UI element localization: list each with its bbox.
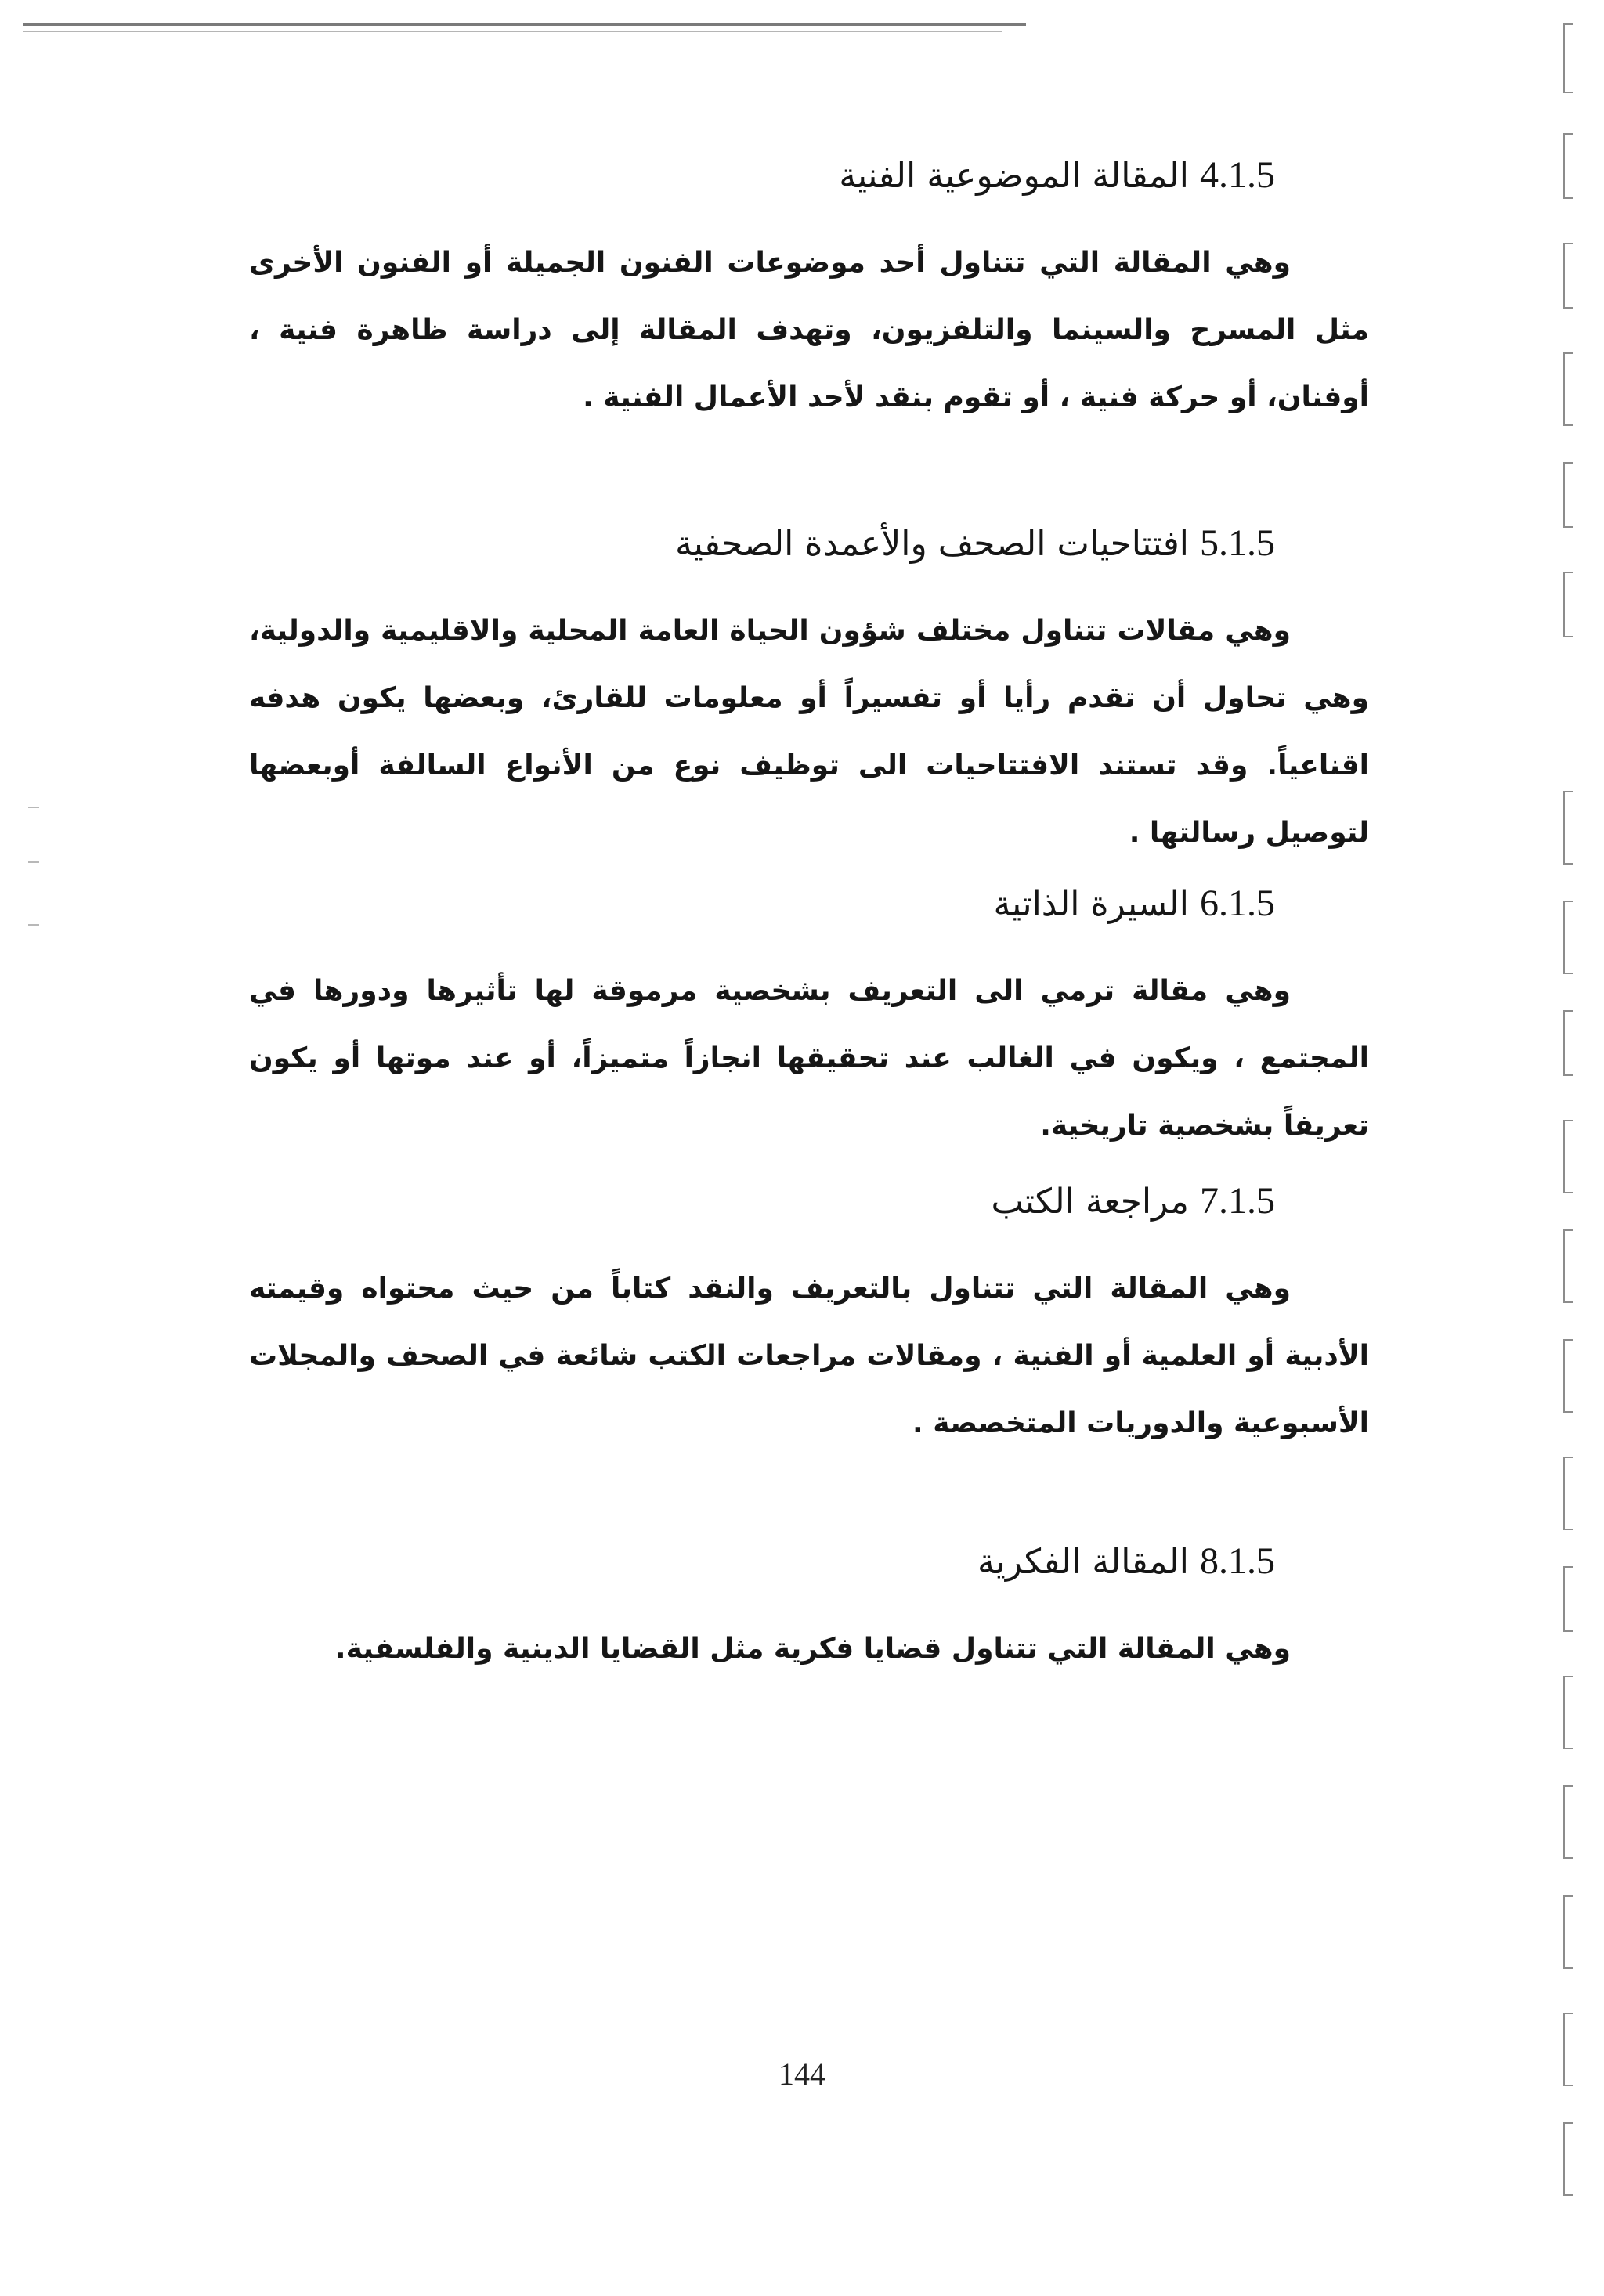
binder-edge-mark (1563, 133, 1573, 199)
section-heading (249, 521, 1369, 566)
section-title: افتتاحيات الصحف والأعمدة الصحفية (675, 524, 1189, 564)
binder-edge-mark (1563, 243, 1573, 309)
scan-edge-line (23, 23, 1026, 26)
binder-edge-mark (1563, 1895, 1573, 1969)
section-6-1-5 (249, 881, 1369, 1160)
section-4-1-5 (249, 153, 1369, 431)
binder-edge-mark (1563, 1676, 1573, 1749)
binder-edge-mark (1563, 1229, 1573, 1303)
binder-edge-mark (1563, 23, 1573, 93)
section-title: المقالة الفكرية (977, 1542, 1189, 1582)
page-number: 144 (779, 2056, 825, 2092)
section-heading (249, 881, 1369, 926)
binder-edge-mark (1563, 1457, 1573, 1530)
section-title: مراجعة الكتب (991, 1182, 1189, 1222)
section-title: المقالة الموضوعية الفنية (839, 156, 1189, 196)
section-number: 6.1.5 (1200, 883, 1275, 924)
binder-edge-mark (1563, 1120, 1573, 1193)
binder-edge-mark (1563, 352, 1573, 426)
scan-speck (28, 861, 39, 863)
section-body: وهي المقالة التي تتناول بالتعريف والنقد كتاباً من حيث محتواه وقيمته الأدبية أو العلمية أو الفنية ، ومقالات مراجعات الكتب شائعة في الصحف والمجلات الأسبوعية والدوريات المتخصصة . (249, 1272, 1369, 1439)
section-heading (249, 1539, 1369, 1584)
binder-edge-mark (1563, 791, 1573, 865)
section-title: السيرة الذاتية (993, 884, 1189, 924)
binder-edge-mark (1563, 901, 1573, 974)
scan-speck (28, 924, 39, 926)
binder-edge-mark (1563, 462, 1573, 528)
section-7-1-5 (249, 1179, 1369, 1457)
section-8-1-5 (249, 1539, 1369, 1683)
binder-edge-mark (1563, 1785, 1573, 1859)
section-number: 5.1.5 (1200, 522, 1275, 564)
section-heading (249, 1179, 1369, 1224)
scan-speck (28, 807, 39, 808)
scan-edge-line-thin (23, 31, 1002, 32)
binder-edge-mark (1563, 2122, 1573, 2196)
section-body: وهي مقالة ترمي الى التعريف بشخصية مرموقة لها تأثيرها ودورها في المجتمع ، ويكون في الغالب عند تحقيقها انجازاً متميزاً، أو عند موتها أو يكون تعريفاً بشخصية تاريخية. (249, 974, 1369, 1142)
section-heading (249, 153, 1369, 198)
binder-edge-mark (1563, 1339, 1573, 1413)
section-number: 4.1.5 (1200, 154, 1275, 196)
binder-edge-mark (1563, 1566, 1573, 1632)
section-body: وهي مقالات تتناول مختلف شؤون الحياة العامة المحلية والاقليمية والدولية، وهي تحاول أن تقدم رأيا أو تفسيراً أو معلومات للقارئ، وبعضها يكون هدفه اقناعياً. وقد تستند الافتتاحيات الى توظيف نوع من الأنواع السالفة أوبعضها لتوصيل رسالتها . (249, 614, 1369, 849)
section-number: 8.1.5 (1200, 1540, 1275, 1582)
section-number: 7.1.5 (1200, 1180, 1275, 1222)
section-5-1-5 (249, 521, 1369, 867)
section-body: وهي المقالة التي تتناول أحد موضوعات الفنون الجميلة أو الفنون الأخرى مثل المسرح والسينما والتلفزيون، وتهدف المقالة إلى دراسة ظاهرة فنية ، أوفنان، أو حركة فنية ، أو تقوم بنقد لأحد الأعمال الفنية . (249, 246, 1369, 413)
binder-edge-mark (1563, 1010, 1573, 1076)
section-body: وهي المقالة التي تتناول قضايا فكرية مثل القضايا الدينية والفلسفية. (334, 1632, 1291, 1665)
binder-edge-mark (1563, 572, 1573, 637)
